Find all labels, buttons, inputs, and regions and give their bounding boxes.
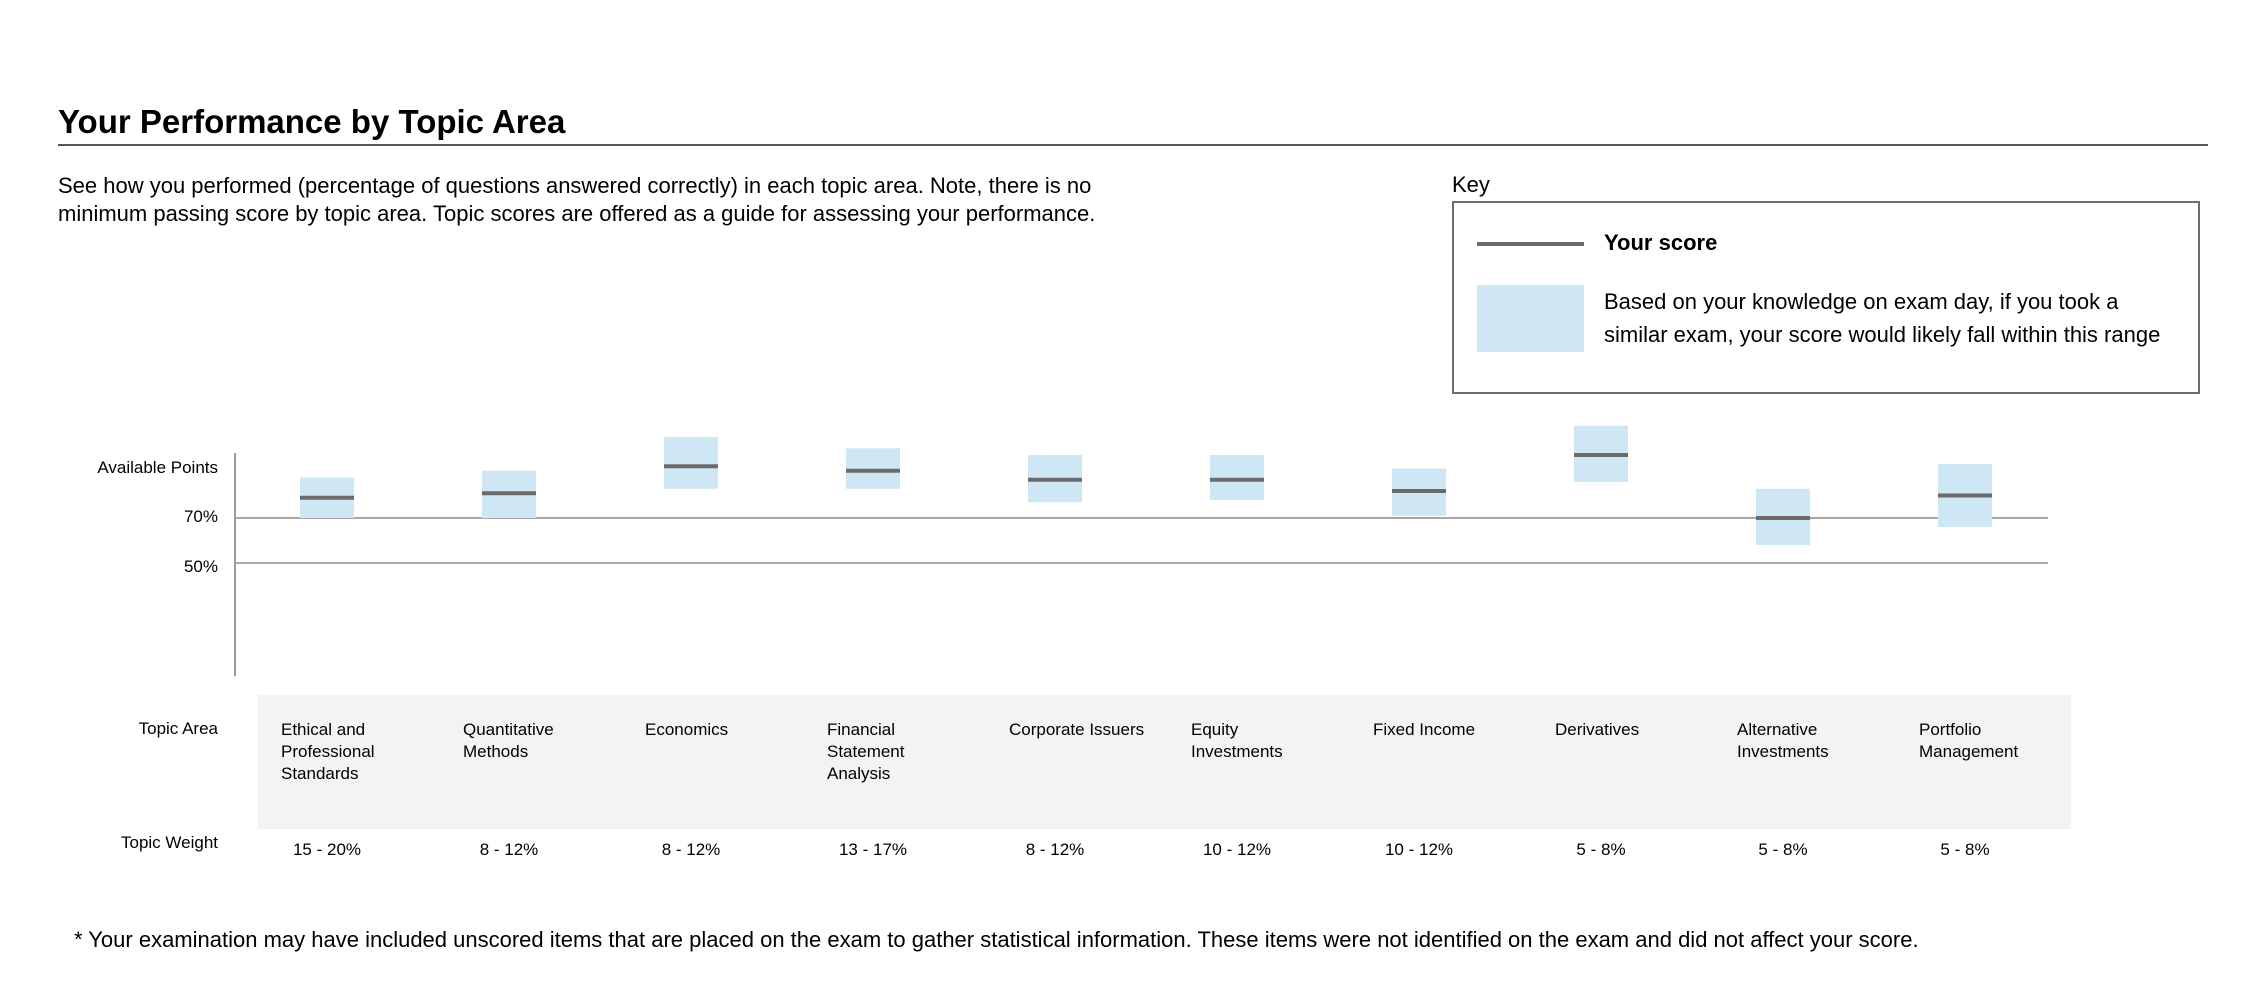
y-axis-label-1: 70%: [183, 507, 218, 526]
page-title: Your Performance by Topic Area: [58, 103, 566, 140]
topic-name-line: Corporate Issuers: [1009, 720, 1145, 739]
footnote: * Your examination may have included unscored items that are placed on the exam to gather statistical information. These items were not identified on the exam and did not affect your score.: [74, 927, 1919, 952]
topic-weight-1: 8 - 12%: [479, 840, 539, 859]
topic-name-line: Standards: [281, 764, 359, 783]
range-box-2: [664, 437, 718, 489]
topic-weight-3: 13 - 17%: [838, 840, 908, 859]
topic-name-line: Ethical and: [281, 720, 366, 739]
topic-name-line: Alternative: [1737, 720, 1818, 739]
topic-weight-5: 10 - 12%: [1202, 840, 1272, 859]
y-axis-label-2: 50%: [183, 557, 218, 576]
topic-weight-8: 5 - 8%: [1758, 840, 1808, 859]
topic-name-line: Fixed Income: [1373, 720, 1476, 739]
topic-weight-4: 8 - 12%: [1025, 840, 1085, 859]
topic-name-line: Statement: [827, 742, 905, 761]
topic-weight-7: 5 - 8%: [1576, 840, 1626, 859]
range-box-5: [1210, 455, 1264, 500]
legend-range-line-2: similar exam, your score would likely fall within this range: [1604, 322, 2161, 347]
topic-name-line: Equity: [1191, 720, 1239, 739]
topic-name-line: Derivatives: [1555, 720, 1640, 739]
topic-weight-6: 10 - 12%: [1384, 840, 1454, 859]
intro-line-1: See how you performed (percentage of questions answered correctly) in each topic area. Note, there is no: [58, 173, 1092, 198]
topic-name-line: Investments: [1191, 742, 1283, 761]
range-box-3: [846, 448, 900, 489]
legend-score-label: Your score: [1604, 230, 1718, 255]
topic-name-line: Investments: [1737, 742, 1829, 761]
topic-name-line: Portfolio: [1919, 720, 1982, 739]
legend-range-line-1: Based on your knowledge on exam day, if you took a: [1604, 289, 2119, 314]
intro-line-2: minimum passing score by topic area. Topic scores are offered as a guide for assessing your performance.: [58, 201, 1096, 226]
topic-name-line: Professional: [281, 742, 375, 761]
topic-weight-0: 15 - 20%: [292, 840, 362, 859]
y-axis-label-0: Available Points: [97, 458, 218, 477]
topic-name-line: Economics: [645, 720, 729, 739]
topic-name-line: Management: [1919, 742, 2019, 761]
topic-name-line: Methods: [463, 742, 529, 761]
topic-weight-2: 8 - 12%: [661, 840, 721, 859]
topic-name-line: Quantitative: [463, 720, 554, 739]
topic-area-row-label: Topic Area: [138, 719, 218, 738]
key-label: Key: [1452, 172, 1490, 197]
topic-name-line: Analysis: [827, 764, 891, 783]
topic-name-line: Financial: [827, 720, 896, 739]
topic-weight-9: 5 - 8%: [1940, 840, 1990, 859]
topic-weight-row-label: Topic Weight: [120, 833, 218, 852]
